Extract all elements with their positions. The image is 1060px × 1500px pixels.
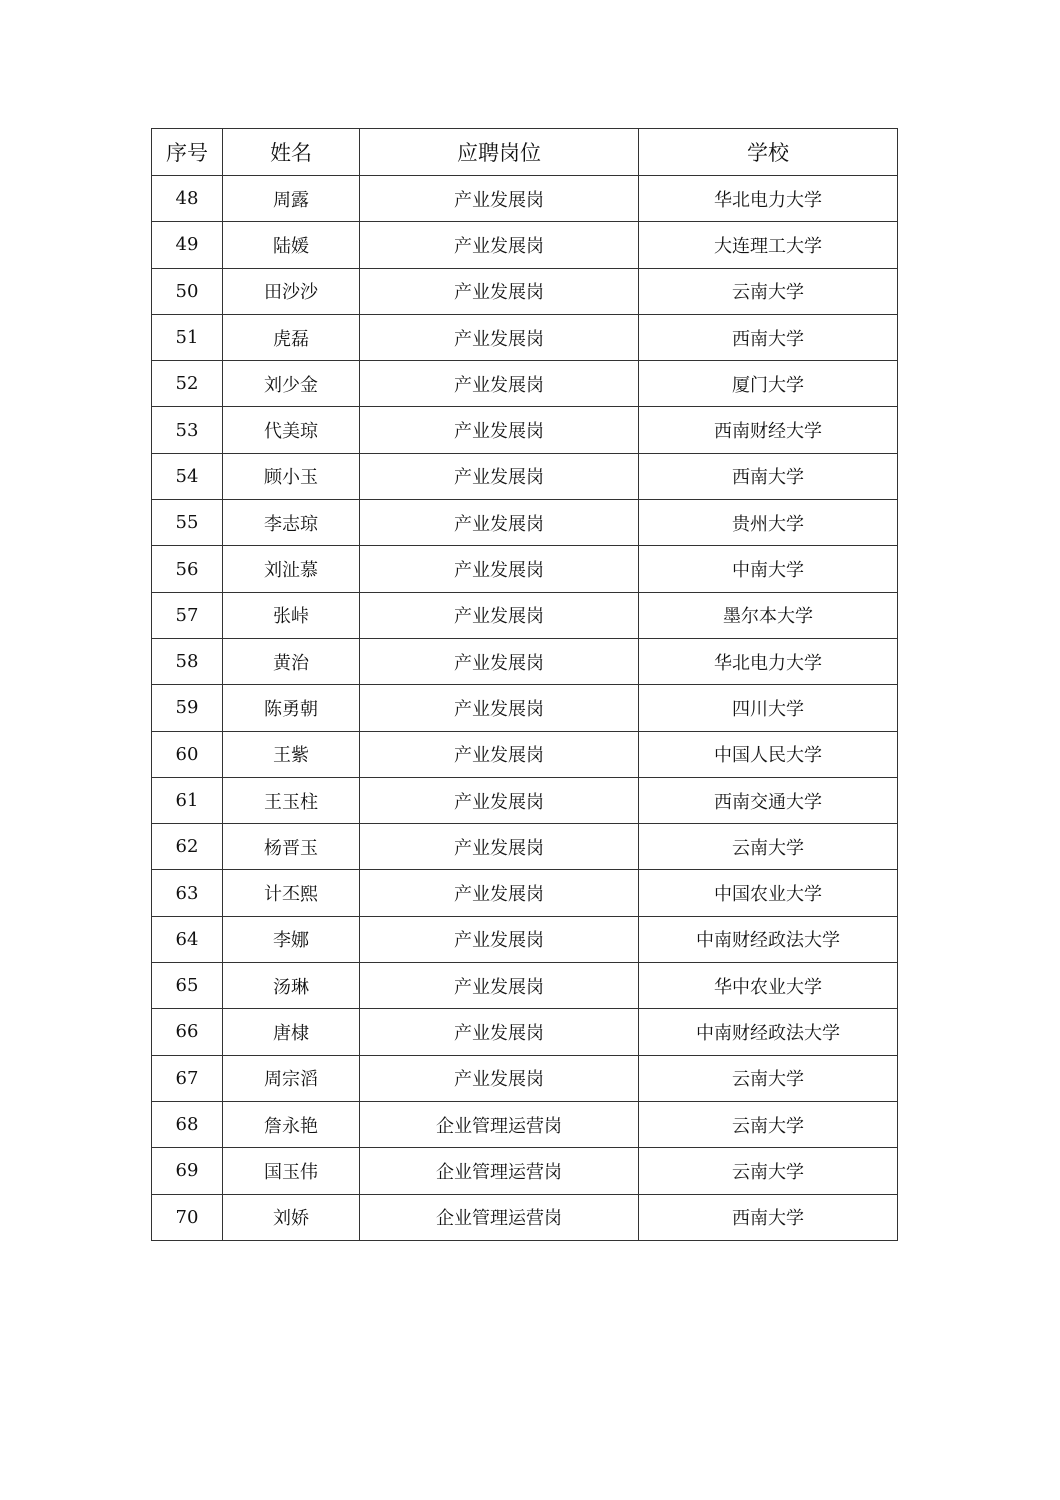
cell-position: 产业发展岗 [360,500,639,546]
table-row [152,1194,898,1240]
table-row [152,1148,898,1194]
cell-name: 詹永艳 [223,1101,360,1147]
cell-no: 57 [152,592,223,638]
cell-name: 田沙沙 [223,268,360,314]
cell-position: 产业发展岗 [360,268,639,314]
cell-school: 中南大学 [639,546,898,592]
cell-name: 刘娇 [223,1194,360,1240]
table-row [152,685,898,731]
cell-no: 51 [152,314,223,360]
cell-name: 李志琼 [223,500,360,546]
cell-no: 59 [152,685,223,731]
cell-name: 国玉伟 [223,1148,360,1194]
cell-school: 云南大学 [639,268,898,314]
table-row [152,222,898,268]
cell-position: 产业发展岗 [360,592,639,638]
cell-name: 杨晋玉 [223,824,360,870]
cell-school: 贵州大学 [639,500,898,546]
cell-name: 汤琳 [223,963,360,1009]
cell-school: 云南大学 [639,1101,898,1147]
cell-position: 产业发展岗 [360,453,639,499]
header-position: 应聘岗位 [360,129,639,176]
cell-school: 西南财经大学 [639,407,898,453]
cell-no: 50 [152,268,223,314]
cell-no: 69 [152,1148,223,1194]
cell-name: 张峠 [223,592,360,638]
cell-no: 58 [152,638,223,684]
cell-no: 54 [152,453,223,499]
table-row [152,870,898,916]
cell-name: 唐棣 [223,1009,360,1055]
cell-name: 王紫 [223,731,360,777]
table-row [152,824,898,870]
header-name: 姓名 [223,129,360,176]
cell-position: 产业发展岗 [360,777,639,823]
cell-position: 产业发展岗 [360,870,639,916]
cell-no: 53 [152,407,223,453]
cell-position: 产业发展岗 [360,1055,639,1101]
cell-position: 企业管理运营岗 [360,1148,639,1194]
cell-no: 68 [152,1101,223,1147]
table-row [152,361,898,407]
table-row [152,268,898,314]
applicant-table [151,128,898,1241]
table-row [152,314,898,360]
cell-position: 产业发展岗 [360,963,639,1009]
cell-school: 云南大学 [639,1055,898,1101]
cell-name: 周露 [223,176,360,222]
table-row [152,731,898,777]
cell-school: 墨尔本大学 [639,592,898,638]
cell-no: 70 [152,1194,223,1240]
cell-position: 产业发展岗 [360,916,639,962]
cell-no: 55 [152,500,223,546]
cell-position: 产业发展岗 [360,222,639,268]
cell-school: 云南大学 [639,824,898,870]
cell-name: 陆媛 [223,222,360,268]
table-row [152,546,898,592]
cell-position: 产业发展岗 [360,638,639,684]
table-row [152,1009,898,1055]
table-row [152,777,898,823]
table-header-row [152,129,898,176]
cell-name: 王玉柱 [223,777,360,823]
header-school: 学校 [639,129,898,176]
cell-school: 大连理工大学 [639,222,898,268]
cell-school: 厦门大学 [639,361,898,407]
cell-school: 西南大学 [639,1194,898,1240]
cell-position: 产业发展岗 [360,731,639,777]
cell-no: 64 [152,916,223,962]
cell-position: 产业发展岗 [360,314,639,360]
cell-school: 华北电力大学 [639,176,898,222]
cell-name: 代美琼 [223,407,360,453]
cell-school: 华北电力大学 [639,638,898,684]
cell-position: 产业发展岗 [360,546,639,592]
cell-school: 中南财经政法大学 [639,916,898,962]
cell-school: 云南大学 [639,1148,898,1194]
cell-no: 65 [152,963,223,1009]
table-row [152,963,898,1009]
cell-school: 西南交通大学 [639,777,898,823]
cell-name: 刘少金 [223,361,360,407]
cell-school: 西南大学 [639,314,898,360]
table-row [152,592,898,638]
cell-name: 顾小玉 [223,453,360,499]
table-row [152,1101,898,1147]
cell-name: 计丕熙 [223,870,360,916]
table-row [152,407,898,453]
cell-position: 产业发展岗 [360,685,639,731]
cell-name: 刘沚慕 [223,546,360,592]
table-row [152,1055,898,1101]
cell-no: 56 [152,546,223,592]
cell-no: 63 [152,870,223,916]
cell-position: 产业发展岗 [360,1009,639,1055]
cell-name: 黄治 [223,638,360,684]
cell-no: 48 [152,176,223,222]
table-row [152,500,898,546]
cell-name: 虎磊 [223,314,360,360]
cell-no: 66 [152,1009,223,1055]
cell-name: 陈勇朝 [223,685,360,731]
cell-no: 61 [152,777,223,823]
table-row [152,453,898,499]
cell-school: 华中农业大学 [639,963,898,1009]
cell-no: 62 [152,824,223,870]
table-row [152,176,898,222]
cell-name: 周宗滔 [223,1055,360,1101]
cell-school: 中国农业大学 [639,870,898,916]
cell-no: 52 [152,361,223,407]
table-row [152,638,898,684]
cell-position: 企业管理运营岗 [360,1101,639,1147]
cell-school: 中南财经政法大学 [639,1009,898,1055]
cell-position: 企业管理运营岗 [360,1194,639,1240]
cell-position: 产业发展岗 [360,361,639,407]
cell-name: 李娜 [223,916,360,962]
cell-position: 产业发展岗 [360,176,639,222]
cell-school: 中国人民大学 [639,731,898,777]
cell-position: 产业发展岗 [360,407,639,453]
cell-no: 67 [152,1055,223,1101]
header-no: 序号 [152,129,223,176]
cell-position: 产业发展岗 [360,824,639,870]
cell-school: 四川大学 [639,685,898,731]
table-row [152,916,898,962]
cell-no: 60 [152,731,223,777]
cell-no: 49 [152,222,223,268]
cell-school: 西南大学 [639,453,898,499]
